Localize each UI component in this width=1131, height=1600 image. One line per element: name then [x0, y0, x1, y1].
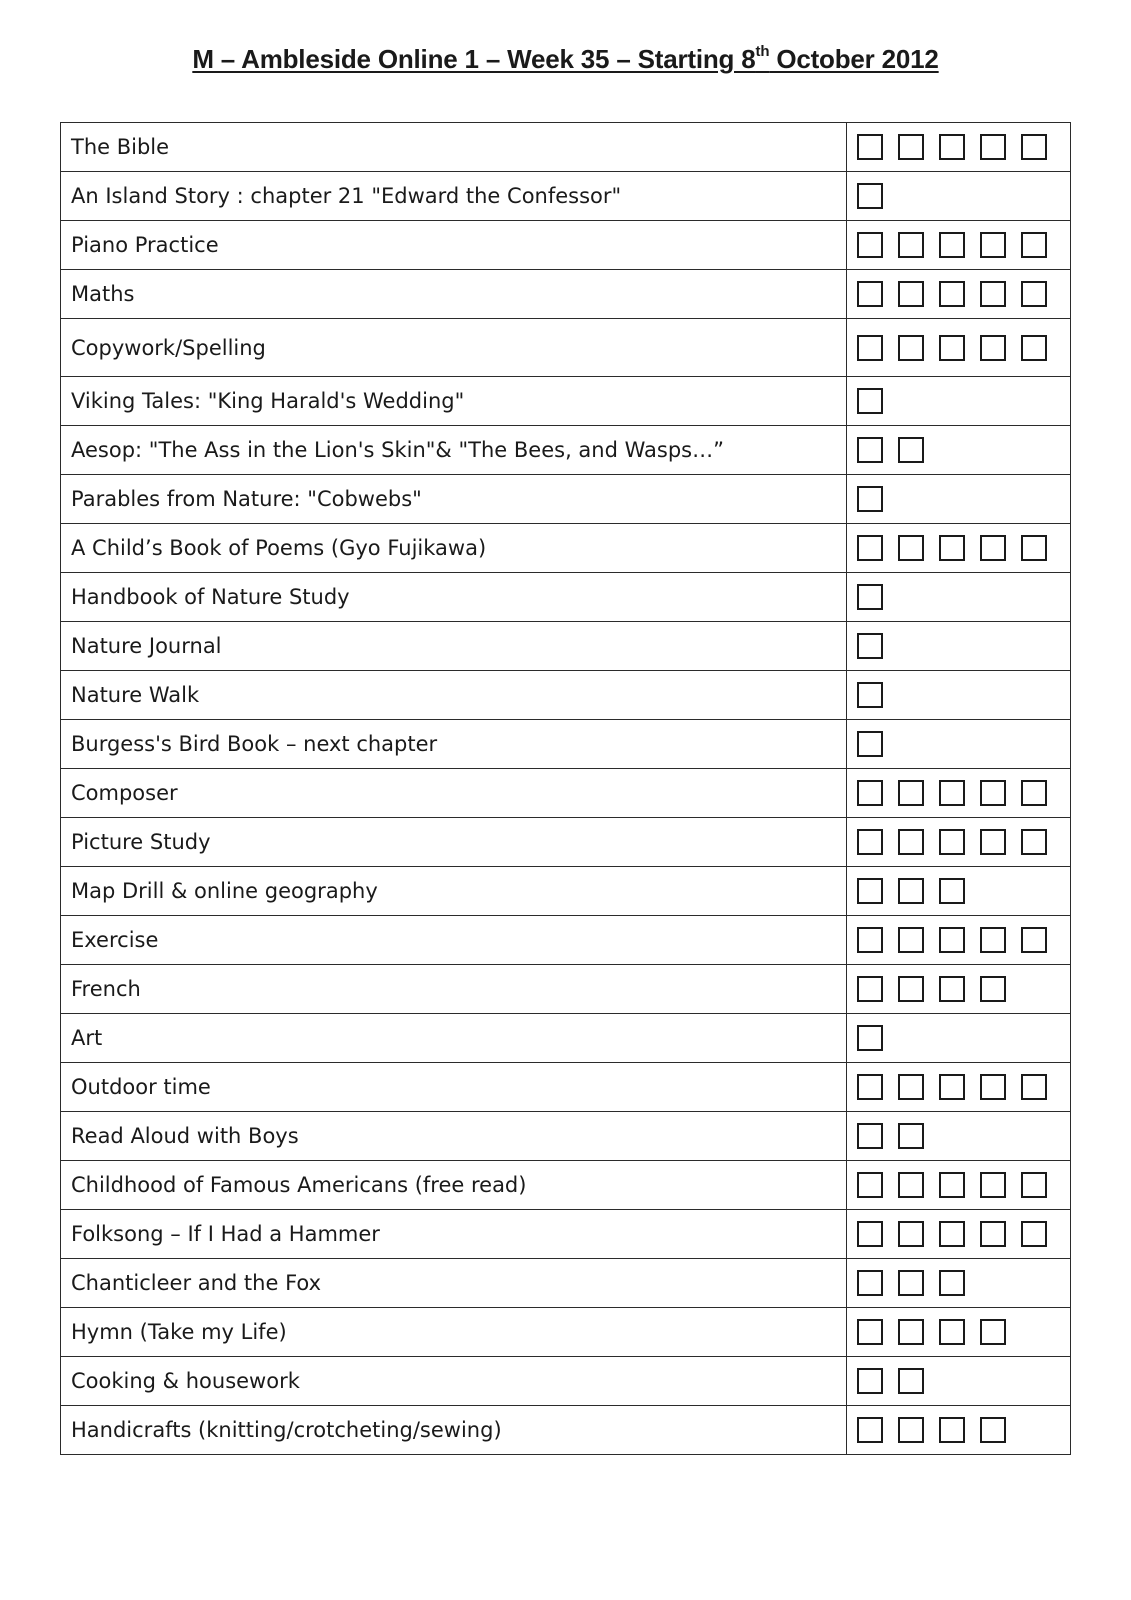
activity-label: Parables from Nature: "Cobwebs" — [61, 475, 847, 524]
day-checkbox[interactable] — [898, 1319, 924, 1345]
checkbox-cell — [847, 573, 1071, 622]
activity-label: Hymn (Take my Life) — [61, 1308, 847, 1357]
checklist-row — [61, 172, 1071, 221]
day-checkbox[interactable] — [898, 134, 924, 160]
day-checkbox[interactable] — [857, 486, 883, 512]
day-checkbox[interactable] — [898, 437, 924, 463]
checkbox-cell — [847, 1014, 1071, 1063]
checklist-row — [61, 573, 1071, 622]
day-checkbox[interactable] — [898, 878, 924, 904]
activity-label: Cooking & housework — [61, 1357, 847, 1406]
day-checkbox[interactable] — [939, 1172, 965, 1198]
checkbox-group — [857, 584, 1070, 610]
activity-label: French — [61, 965, 847, 1014]
title-superscript: th — [755, 43, 770, 60]
day-checkbox[interactable] — [980, 780, 1006, 806]
day-checkbox[interactable] — [898, 829, 924, 855]
checklist-row — [61, 1259, 1071, 1308]
activity-label: Map Drill & online geography — [61, 867, 847, 916]
checkbox-group — [857, 731, 1070, 757]
checklist-row — [61, 123, 1071, 172]
activity-label: Maths — [61, 270, 847, 319]
day-checkbox[interactable] — [898, 1417, 924, 1443]
day-checkbox[interactable] — [898, 1270, 924, 1296]
activity-label: Art — [61, 1014, 847, 1063]
checkbox-cell — [847, 1112, 1071, 1161]
checkbox-cell — [847, 524, 1071, 573]
checkbox-group — [857, 388, 1070, 414]
checklist-row — [61, 671, 1071, 720]
activity-label: Aesop: "The Ass in the Lion's Skin"& "The Bees, and Wasps…” — [61, 426, 847, 475]
checkbox-cell — [847, 319, 1071, 377]
checkbox-cell — [847, 671, 1071, 720]
checkbox-cell — [847, 965, 1071, 1014]
checkbox-group — [857, 1319, 1070, 1345]
checklist-row — [61, 524, 1071, 573]
checkbox-cell — [847, 1308, 1071, 1357]
day-checkbox[interactable] — [980, 1417, 1006, 1443]
day-checkbox[interactable] — [857, 829, 883, 855]
day-checkbox[interactable] — [898, 1074, 924, 1100]
day-checkbox[interactable] — [980, 829, 1006, 855]
day-checkbox[interactable] — [939, 1270, 965, 1296]
day-checkbox[interactable] — [857, 878, 883, 904]
day-checkbox[interactable] — [980, 535, 1006, 561]
day-checkbox[interactable] — [1021, 780, 1047, 806]
checklist-row — [61, 221, 1071, 270]
day-checkbox[interactable] — [898, 232, 924, 258]
checkbox-cell — [847, 1210, 1071, 1259]
day-checkbox[interactable] — [1021, 829, 1047, 855]
checklist-row — [61, 1406, 1071, 1455]
day-checkbox[interactable] — [1021, 927, 1047, 953]
checkbox-cell — [847, 818, 1071, 867]
checklist-row — [61, 1210, 1071, 1259]
day-checkbox[interactable] — [898, 1368, 924, 1394]
day-checkbox[interactable] — [1021, 535, 1047, 561]
checkbox-group — [857, 134, 1070, 160]
checklist-row — [61, 270, 1071, 319]
day-checkbox[interactable] — [1021, 335, 1047, 361]
checklist-row — [61, 475, 1071, 524]
checkbox-group — [857, 1172, 1070, 1198]
day-checkbox[interactable] — [857, 1221, 883, 1247]
day-checkbox[interactable] — [857, 731, 883, 757]
day-checkbox[interactable] — [898, 1172, 924, 1198]
day-checkbox[interactable] — [980, 335, 1006, 361]
day-checkbox[interactable] — [857, 1123, 883, 1149]
activity-label: Viking Tales: "King Harald's Wedding" — [61, 377, 847, 426]
day-checkbox[interactable] — [939, 134, 965, 160]
activity-label: Burgess's Bird Book – next chapter — [61, 720, 847, 769]
checkbox-cell — [847, 426, 1071, 475]
checkbox-group — [857, 335, 1070, 361]
checkbox-group — [857, 976, 1070, 1002]
day-checkbox[interactable] — [939, 281, 965, 307]
day-checkbox[interactable] — [857, 780, 883, 806]
checkbox-group — [857, 232, 1070, 258]
day-checkbox[interactable] — [898, 927, 924, 953]
day-checkbox[interactable] — [980, 1319, 1006, 1345]
day-checkbox[interactable] — [939, 780, 965, 806]
checkbox-group — [857, 183, 1070, 209]
checkbox-group — [857, 682, 1070, 708]
checklist-row — [61, 769, 1071, 818]
activity-label: Handicrafts (knitting/crotcheting/sewing) — [61, 1406, 847, 1455]
checkbox-group — [857, 281, 1070, 307]
day-checkbox[interactable] — [939, 232, 965, 258]
day-checkbox[interactable] — [898, 1221, 924, 1247]
checkbox-cell — [847, 720, 1071, 769]
checkbox-group — [857, 1368, 1070, 1394]
checklist-row — [61, 1063, 1071, 1112]
checklist-row — [61, 377, 1071, 426]
checklist-row — [61, 1308, 1071, 1357]
checklist-row — [61, 319, 1071, 377]
checkbox-cell — [847, 221, 1071, 270]
activity-label: Chanticleer and the Fox — [61, 1259, 847, 1308]
checkbox-group — [857, 437, 1070, 463]
day-checkbox[interactable] — [857, 437, 883, 463]
day-checkbox[interactable] — [980, 1172, 1006, 1198]
activity-label: A Child’s Book of Poems (Gyo Fujikawa) — [61, 524, 847, 573]
activity-label: Folksong – If I Had a Hammer — [61, 1210, 847, 1259]
day-checkbox[interactable] — [980, 134, 1006, 160]
activity-label: An Island Story : chapter 21 "Edward the Confessor" — [61, 172, 847, 221]
checkbox-cell — [847, 622, 1071, 671]
day-checkbox[interactable] — [939, 1074, 965, 1100]
checkbox-group — [857, 486, 1070, 512]
day-checkbox[interactable] — [1021, 281, 1047, 307]
day-checkbox[interactable] — [857, 1368, 883, 1394]
day-checkbox[interactable] — [857, 388, 883, 414]
checkbox-cell — [847, 916, 1071, 965]
checklist-row — [61, 720, 1071, 769]
day-checkbox[interactable] — [857, 1172, 883, 1198]
day-checkbox[interactable] — [857, 682, 883, 708]
activity-label: Nature Walk — [61, 671, 847, 720]
checkbox-group — [857, 927, 1070, 953]
checkbox-group — [857, 1417, 1070, 1443]
day-checkbox[interactable] — [1021, 1074, 1047, 1100]
day-checkbox[interactable] — [939, 335, 965, 361]
day-checkbox[interactable] — [898, 335, 924, 361]
activity-label: Outdoor time — [61, 1063, 847, 1112]
checklist-row — [61, 1357, 1071, 1406]
page-title — [0, 44, 1131, 75]
day-checkbox[interactable] — [1021, 1172, 1047, 1198]
day-checkbox[interactable] — [857, 633, 883, 659]
checklist-row — [61, 1112, 1071, 1161]
checklist-row — [61, 426, 1071, 475]
day-checkbox[interactable] — [898, 1123, 924, 1149]
day-checkbox[interactable] — [857, 976, 883, 1002]
title-date: October 2012 — [769, 44, 939, 74]
checkbox-group — [857, 878, 1070, 904]
day-checkbox[interactable] — [980, 232, 1006, 258]
checklist-row — [61, 1161, 1071, 1210]
day-checkbox[interactable] — [857, 1074, 883, 1100]
day-checkbox[interactable] — [898, 281, 924, 307]
day-checkbox[interactable] — [980, 927, 1006, 953]
day-checkbox[interactable] — [857, 535, 883, 561]
checkbox-cell — [847, 123, 1071, 172]
checklist-row — [61, 867, 1071, 916]
checklist-body — [61, 123, 1071, 1455]
checkbox-cell — [847, 769, 1071, 818]
checkbox-group — [857, 1221, 1070, 1247]
day-checkbox[interactable] — [939, 1319, 965, 1345]
day-checkbox[interactable] — [939, 829, 965, 855]
checkbox-cell — [847, 1063, 1071, 1112]
day-checkbox[interactable] — [1021, 134, 1047, 160]
day-checkbox[interactable] — [857, 281, 883, 307]
checkbox-group — [857, 633, 1070, 659]
day-checkbox[interactable] — [857, 1025, 883, 1051]
activity-label: The Bible — [61, 123, 847, 172]
checklist-row — [61, 818, 1071, 867]
day-checkbox[interactable] — [857, 1417, 883, 1443]
checkbox-group — [857, 1074, 1070, 1100]
activity-label: Composer — [61, 769, 847, 818]
checklist-row — [61, 622, 1071, 671]
day-checkbox[interactable] — [939, 927, 965, 953]
day-checkbox[interactable] — [857, 134, 883, 160]
title-main: M – Ambleside Online 1 – Week 35 – Starting 8 — [192, 44, 756, 74]
day-checkbox[interactable] — [1021, 1221, 1047, 1247]
checklist-row — [61, 916, 1071, 965]
activity-label: Handbook of Nature Study — [61, 573, 847, 622]
day-checkbox[interactable] — [939, 535, 965, 561]
day-checkbox[interactable] — [939, 878, 965, 904]
day-checkbox[interactable] — [939, 1221, 965, 1247]
activity-label: Childhood of Famous Americans (free read) — [61, 1161, 847, 1210]
checkbox-group — [857, 1025, 1070, 1051]
checkbox-group — [857, 780, 1070, 806]
day-checkbox[interactable] — [980, 281, 1006, 307]
checkbox-group — [857, 829, 1070, 855]
day-checkbox[interactable] — [857, 584, 883, 610]
checkbox-cell — [847, 1161, 1071, 1210]
activity-label: Nature Journal — [61, 622, 847, 671]
checkbox-cell — [847, 270, 1071, 319]
activity-label: Exercise — [61, 916, 847, 965]
activity-label: Piano Practice — [61, 221, 847, 270]
day-checkbox[interactable] — [980, 1074, 1006, 1100]
day-checkbox[interactable] — [857, 1270, 883, 1296]
day-checkbox[interactable] — [939, 976, 965, 1002]
checkbox-cell — [847, 867, 1071, 916]
day-checkbox[interactable] — [939, 1417, 965, 1443]
checklist-row — [61, 1014, 1071, 1063]
checkbox-cell — [847, 172, 1071, 221]
checkbox-group — [857, 1123, 1070, 1149]
checkbox-cell — [847, 475, 1071, 524]
day-checkbox[interactable] — [857, 232, 883, 258]
day-checkbox[interactable] — [980, 976, 1006, 1002]
checklist-row — [61, 965, 1071, 1014]
day-checkbox[interactable] — [857, 1319, 883, 1345]
day-checkbox[interactable] — [898, 780, 924, 806]
checkbox-group — [857, 1270, 1070, 1296]
checkbox-cell — [847, 1357, 1071, 1406]
checkbox-cell — [847, 377, 1071, 426]
weekly-checklist-table — [60, 122, 1071, 1455]
activity-label: Copywork/Spelling — [61, 319, 847, 377]
activity-label: Picture Study — [61, 818, 847, 867]
activity-label: Read Aloud with Boys — [61, 1112, 847, 1161]
day-checkbox[interactable] — [980, 1221, 1006, 1247]
checkbox-cell — [847, 1406, 1071, 1455]
checkbox-group — [857, 535, 1070, 561]
checkbox-cell — [847, 1259, 1071, 1308]
day-checkbox[interactable] — [898, 976, 924, 1002]
day-checkbox[interactable] — [857, 183, 883, 209]
day-checkbox[interactable] — [857, 927, 883, 953]
day-checkbox[interactable] — [1021, 232, 1047, 258]
day-checkbox[interactable] — [857, 335, 883, 361]
day-checkbox[interactable] — [898, 535, 924, 561]
